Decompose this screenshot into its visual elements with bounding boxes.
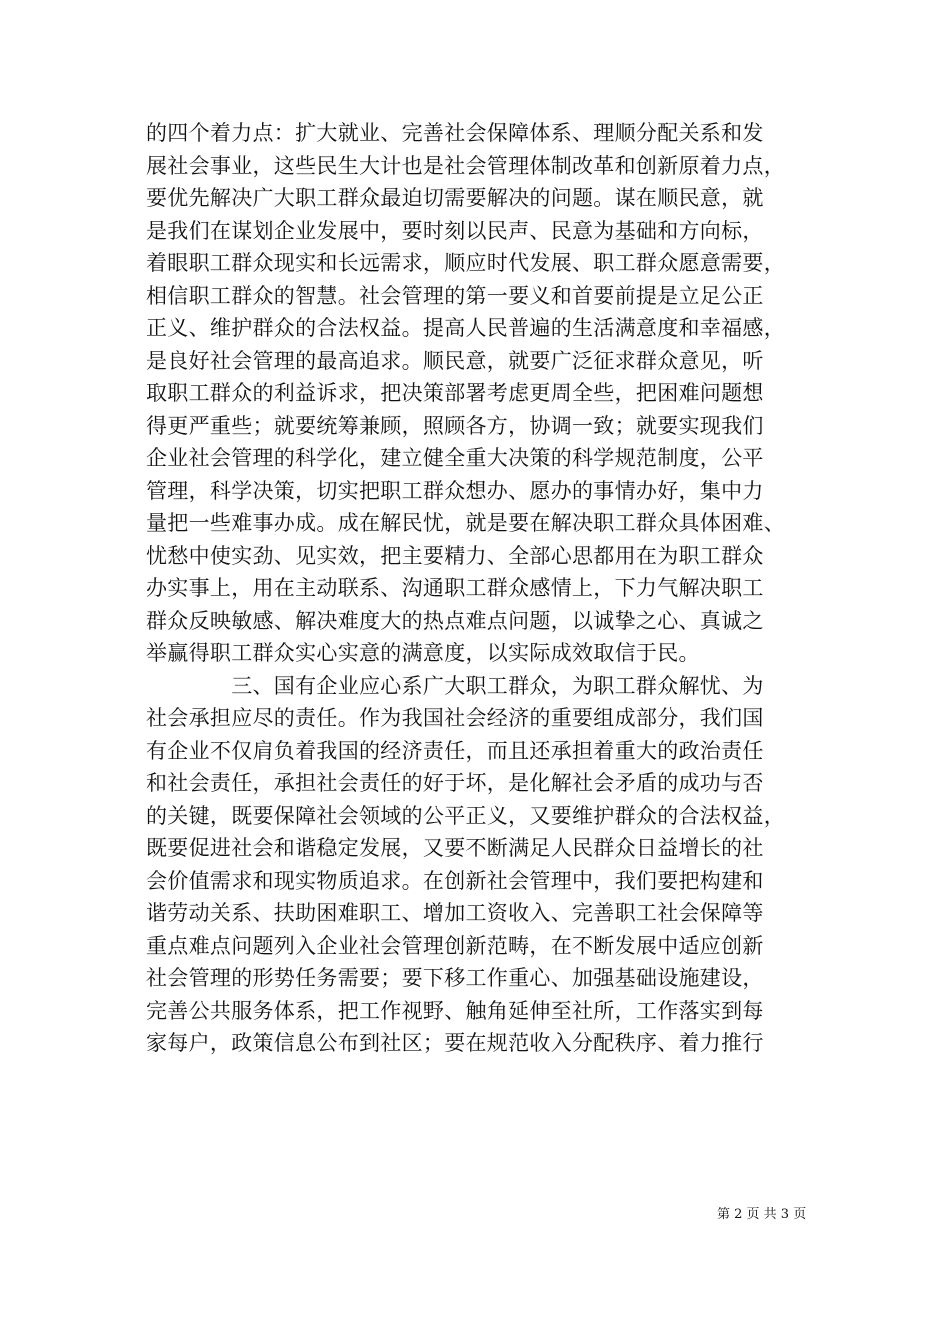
text-line: 是我们在谋划企业发展中，要时刻以民声、民意为基础和方向标，	[146, 218, 764, 243]
text-line: 谐劳动关系、扶助困难职工、增加工资收入、完善职工社会保障等	[146, 901, 764, 925]
text-line: 量把一些难事办成。成在解民忧，就是要在解决职工群众具体困难、	[146, 511, 785, 535]
text-line: 企业社会管理的科学化，建立健全重大决策的科学规范制度，公平	[146, 446, 764, 470]
text-line: 社会管理的形势任务需要；要下移工作重心、加强基础设施建设，	[146, 966, 764, 990]
text-line: 完善公共服务体系，把工作视野、触角延伸至社所，工作落实到每	[146, 998, 764, 1023]
text-line: 三、国有企业应心系广大职工群众，为职工群众解忧、为	[146, 673, 764, 698]
text-line: 举赢得职工群众实心实意的满意度，以实际成效取信于民。	[146, 641, 700, 665]
text-line: 办实事上，用在主动联系、沟通职工群众感情上，下力气解决职工	[146, 576, 764, 600]
page-number-footer: 第 2 页 共 3 页	[717, 1207, 807, 1222]
text-line: 得更严重些；就要统筹兼顾，照顾各方，协调一致；就要实现我们	[146, 413, 764, 438]
text-line: 忧愁中使实劲、见实效，把主要精力、全部心思都用在为职工群众	[146, 543, 764, 568]
text-line: 和社会责任，承担社会责任的好于坏，是化解社会矛盾的成功与否	[146, 771, 764, 795]
text-line: 管理，科学决策，切实把职工群众想办、愿办的事情办好，集中力	[146, 478, 764, 503]
text-line: 社会承担应尽的责任。作为我国社会经济的重要组成部分，我们国	[146, 706, 764, 730]
text-line: 着眼职工群众现实和长远需求，顺应时代发展、职工群众愿意需要，	[146, 251, 785, 275]
text-line: 家每户，政策信息公布到社区；要在规范收入分配秩序、着力推行	[146, 1031, 764, 1055]
text-line: 群众反映敏感、解决难度大的热点难点问题，以诚挚之心、真诚之	[146, 608, 764, 633]
text-line: 重点难点问题列入企业社会管理创新范畴，在不断发展中适应创新	[146, 933, 764, 958]
text-line: 相信职工群众的智慧。社会管理的第一要义和首要前提是立足公正	[146, 283, 764, 308]
text-line: 正义、维护群众的合法权益。提高人民普遍的生活满意度和幸福感，	[146, 316, 785, 340]
text-line: 取职工群众的利益诉求，把决策部署考虑更周全些，把困难问题想	[146, 381, 764, 405]
text-line: 的四个着力点：扩大就业、完善社会保障体系、理顺分配关系和发	[146, 121, 764, 145]
text-line: 既要促进社会和谐稳定发展，又要不断满足人民群众日益增长的社	[146, 836, 764, 860]
text-line: 要优先解决广大职工群众最迫切需要解决的问题。谋在顺民意，就	[146, 186, 764, 210]
text-line: 是良好社会管理的最高追求。顺民意，就要广泛征求群众意见，听	[146, 348, 764, 373]
text-line: 有企业不仅肩负着我国的经济责任，而且还承担着重大的政治责任	[146, 738, 764, 763]
text-line: 会价值需求和现实物质追求。在创新社会管理中，我们要把构建和	[146, 868, 764, 893]
text-line: 展社会事业，这些民生大计也是社会管理体制改革和创新原着力点，	[146, 153, 785, 178]
text-line: 的关键，既要保障社会领域的公平正义，又要维护群众的合法权益，	[146, 803, 785, 828]
body-text	[146, 117, 810, 1060]
